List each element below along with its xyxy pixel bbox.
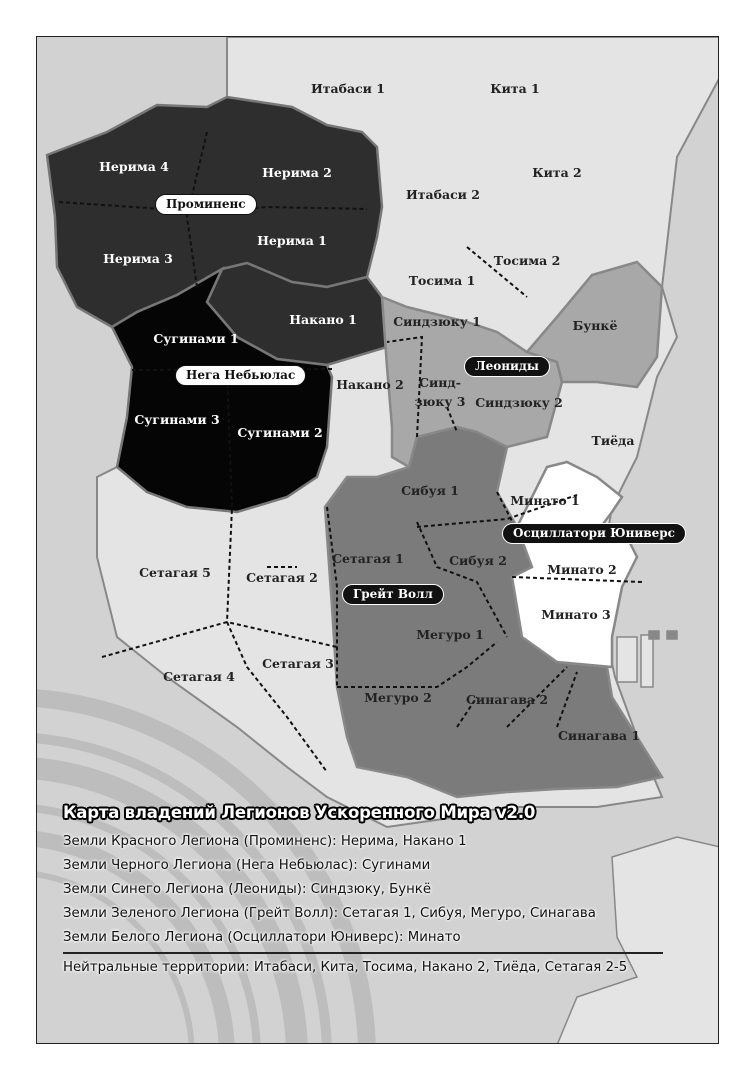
legend-row-green: Земли Зеленого Легиона (Грейт Волл): Сетагая 1, Сибуя, Мегуро, Синагава (63, 906, 596, 921)
district-label: Нерима 4 (99, 159, 169, 174)
legend-row-black: Земли Черного Легиона (Нега Небьюлас): Сугинами (63, 858, 431, 873)
district-label: Мегуро 1 (416, 627, 484, 642)
district-label: Итабаси 2 (405, 187, 481, 202)
district-label: Сугинами 2 (237, 425, 323, 440)
legend-row-red: Земли Красного Легиона (Проминенс): Нерима, Накано 1 (63, 834, 467, 849)
map-frame (36, 36, 719, 1044)
district-label: Сетагая 1 (332, 551, 404, 566)
district-label: Тосима 1 (408, 273, 476, 288)
district-label: зюку 3 (414, 394, 466, 409)
map-legend (63, 803, 703, 980)
district-label: Мегуро 2 (364, 690, 432, 705)
district-label: Синд- (419, 375, 461, 390)
faction-label-prominence: Проминенс (155, 194, 257, 215)
district-label: Сибуя 1 (401, 483, 459, 498)
district-label: Сетагая 5 (139, 565, 211, 580)
district-label: Сетагая 2 (246, 570, 318, 585)
district-label: Минато 3 (541, 607, 611, 622)
district-label: Накано 1 (289, 312, 357, 327)
legend-title: Карта владений Легионов Ускоренного Мира v2.0 (63, 803, 536, 822)
district-label: Кита 2 (532, 165, 582, 180)
district-label: Итабаси 1 (310, 81, 386, 96)
faction-label-great-wall: Грейт Волл (342, 584, 444, 605)
district-label: Нерима 1 (257, 233, 327, 248)
district-label: Синагава 1 (557, 728, 641, 743)
district-label: Бункё (572, 318, 618, 333)
district-label: Сугинами 1 (153, 331, 239, 346)
district-label: Сетагая 3 (262, 656, 334, 671)
district-label: Синдзюку 2 (475, 395, 563, 410)
district-label: Синдзюку 1 (393, 314, 481, 329)
district-label: Сибуя 2 (449, 553, 507, 568)
faction-label-oscillatory: Осциллатори Юниверс (502, 523, 686, 544)
district-label: Сугинами 3 (134, 412, 220, 427)
legend-row-white: Земли Белого Легиона (Осциллатори Юниверс): Минато (63, 930, 461, 945)
district-label: Нерима 3 (103, 251, 173, 266)
faction-label-nega-nebulus: Нега Небьюлас (175, 365, 306, 386)
district-label: Сетагая 4 (163, 669, 235, 684)
district-label: Нерима 2 (262, 165, 332, 180)
district-label: Тосима 2 (493, 253, 561, 268)
district-label: Накано 2 (336, 377, 404, 392)
district-label: Тиёда (591, 433, 635, 448)
faction-label-leonids: Леониды (464, 356, 550, 377)
legend-divider (63, 952, 663, 954)
district-label: Минато 2 (547, 562, 617, 577)
district-label: Минато 1 (510, 493, 580, 508)
district-label: Синагава 2 (465, 692, 549, 707)
legend-row-blue: Земли Синего Легиона (Леониды): Синдзюку, Бункё (63, 882, 432, 897)
district-label: Кита 1 (490, 81, 540, 96)
legend-row-neutral: Нейтральные территории: Итабаси, Кита, Тосима, Накано 2, Тиёда, Сетагая 2-5 (63, 959, 628, 975)
